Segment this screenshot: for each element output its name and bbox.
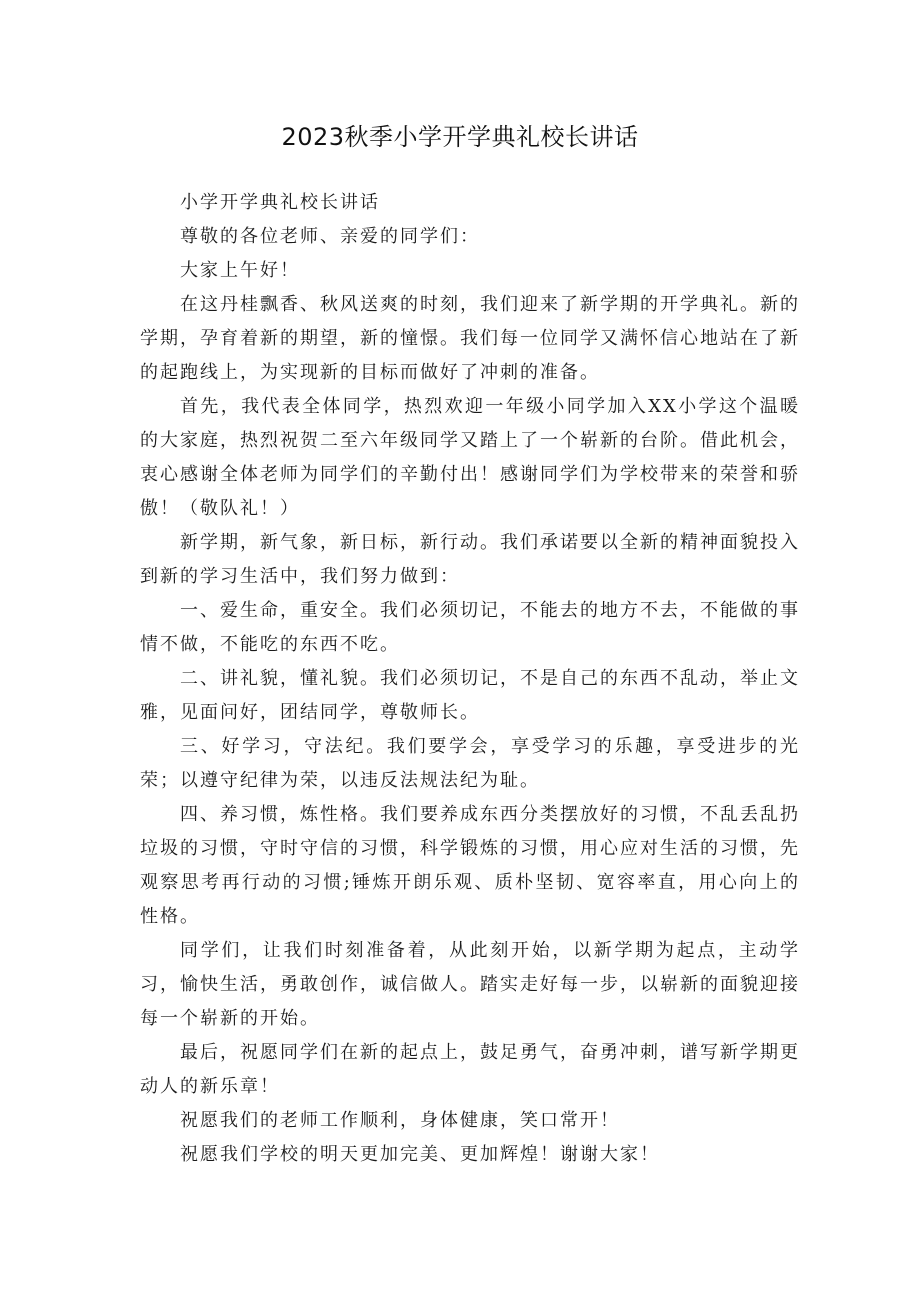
list-item-paragraph: 三、好学习，守法纪。我们要学会，享受学习的乐趣，享受进步的光荣；以遵守纪律为荣，以违反法规法纪为耻。	[140, 736, 800, 791]
body-paragraph: 首先，我代表全体同学，热烈欢迎一年级小同学加入XX小学这个温暖的大家庭，热烈祝贺二至六年级同学又踏上了一个崭新的台阶。借此机会，衷心感谢全体老师为同学们的辛勤付出！感谢同学们为学校带来的荣誉和骄傲！（敬队礼！）	[140, 396, 800, 519]
salutation-paragraph: 尊敬的各位老师、亲爱的同学们：	[180, 226, 480, 247]
greeting-paragraph: 大家上午好！	[180, 260, 300, 281]
subtitle-paragraph: 小学开学典礼校长讲话	[180, 192, 380, 213]
body-paragraph: 最后，祝愿同学们在新的起点上，鼓足勇气，奋勇冲刺，谱写新学期更动人的新乐章！	[140, 1042, 800, 1097]
list-item-paragraph: 一、爱生命，重安全。我们必须切记，不能去的地方不去，不能做的事情不做，不能吃的东西不吃。	[140, 600, 800, 655]
list-item-paragraph: 二、讲礼貌，懂礼貌。我们必须切记，不是自己的东西不乱动，举止文雅，见面问好，团结同学，尊敬师长。	[140, 668, 800, 723]
closing-paragraph: 祝愿我们的老师工作顺利，身体健康，笑口常开！	[180, 1110, 620, 1131]
document-title: 2023秋季小学开学典礼校长讲话	[281, 123, 639, 151]
body-paragraph: 同学们，让我们时刻准备着，从此刻开始，以新学期为起点，主动学习，愉快生活，勇敢创作，诚信做人。踏实走好每一步，以崭新的面貌迎接每一个崭新的开始。	[140, 940, 800, 1029]
list-item-paragraph: 四、养习惯，炼性格。我们要养成东西分类摆放好的习惯，不乱丢乱扔垃圾的习惯，守时守信的习惯，科学锻炼的习惯，用心应对生活的习惯，先观察思考再行动的习惯;锤炼开朗乐观、质朴坚韧、宽容率直，用心向上的性格。	[140, 804, 800, 927]
body-paragraph: 新学期，新气象，新日标，新行动。我们承诺要以全新的精神面貌投入到新的学习生活中，我们努力做到：	[140, 532, 800, 587]
document-body	[140, 186, 800, 1172]
closing-paragraph: 祝愿我们学校的明天更加完美、更加辉煌！谢谢大家！	[180, 1144, 660, 1165]
body-paragraph: 在这丹桂飘香、秋风送爽的时刻，我们迎来了新学期的开学典礼。新的学期，孕育着新的期望，新的憧憬。我们每一位同学又满怀信心地站在了新的起跑线上，为实现新的目标而做好了冲刺的准备。	[140, 294, 800, 383]
